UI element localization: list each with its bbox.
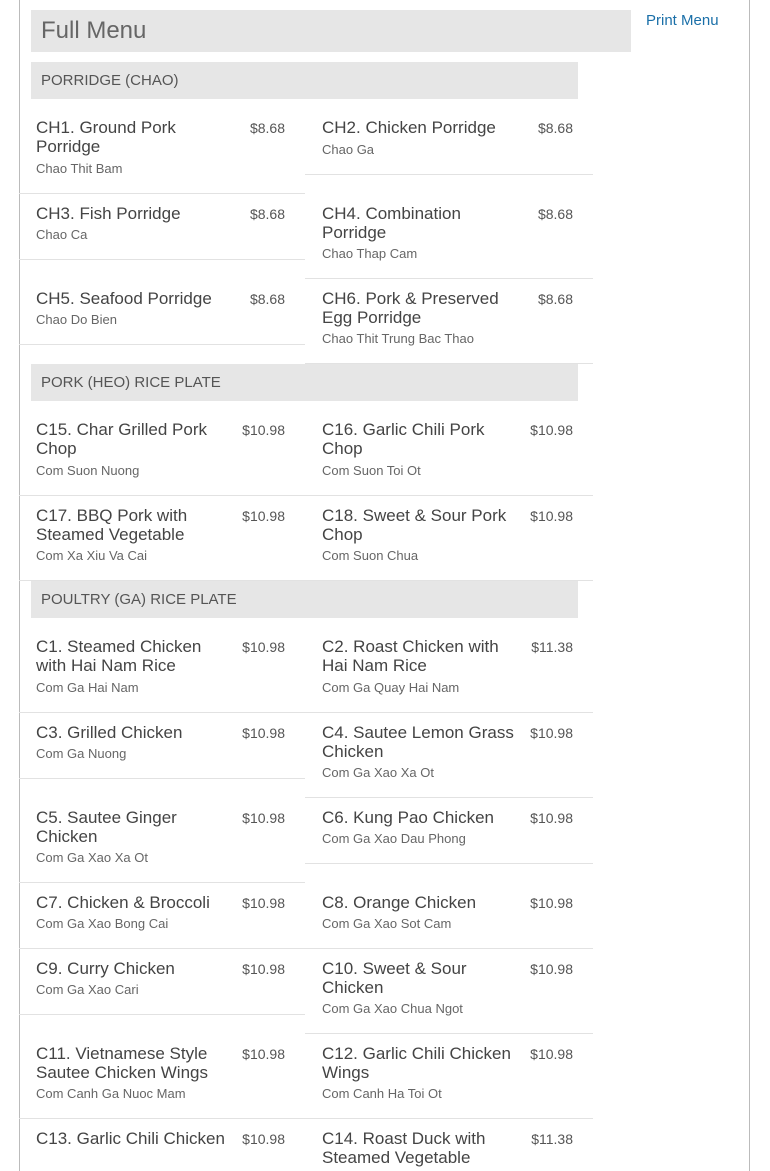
item-name: CH1. Ground Pork Porridge — [36, 118, 176, 156]
item-subtitle: Com Suon Nuong — [36, 463, 140, 478]
item-price: $10.98 — [242, 639, 285, 655]
item-name: CH6. Pork & Preserved Egg Porridge — [322, 289, 499, 327]
menu-item-c10[interactable] — [305, 949, 593, 1034]
item-price: $10.98 — [530, 725, 573, 741]
menu-item-ch4[interactable] — [305, 175, 593, 279]
item-name: C12. Garlic Chili Chicken Wings — [322, 1044, 511, 1082]
item-subtitle: Chao Thap Cam — [322, 246, 418, 261]
item-price: $10.98 — [530, 895, 573, 911]
item-name: C18. Sweet & Sour Pork Chop — [322, 506, 507, 544]
item-subtitle: Com Ga Nuong — [36, 746, 127, 761]
item-name: C6. Kung Pao Chicken — [322, 808, 494, 827]
item-price: $8.68 — [249, 291, 285, 307]
item-price: $10.98 — [242, 1131, 285, 1147]
item-subtitle: Com Ga Hai Nam — [36, 680, 139, 695]
item-subtitle: Com Xa Xiu Va Cai — [36, 548, 148, 563]
page-title: Full Menu — [31, 10, 631, 52]
menu-item-c5[interactable] — [19, 779, 305, 883]
item-name: C1. Steamed Chicken with Hai Nam Rice — [36, 637, 202, 675]
item-price: $8.68 — [249, 120, 285, 136]
menu-item-c18[interactable] — [305, 496, 593, 581]
item-price: $8.68 — [537, 120, 573, 136]
menu-item-c17[interactable] — [19, 496, 305, 581]
item-name: C4. Sautee Lemon Grass Chicken — [322, 723, 514, 761]
item-price: $10.98 — [242, 725, 285, 741]
item-subtitle: Com Ga Xao Xa Ot — [36, 850, 148, 865]
item-subtitle: Com Ga Xao Cari — [36, 982, 139, 997]
item-name: C14. Roast Duck with Steamed Vegetable — [322, 1129, 486, 1167]
item-subtitle: Chao Do Bien — [36, 312, 117, 327]
menu-item-c12[interactable] — [305, 1034, 593, 1119]
menu-item-c1[interactable] — [19, 618, 305, 713]
item-name: C3. Grilled Chicken — [36, 723, 183, 742]
menu-item-ch6[interactable] — [305, 279, 593, 364]
item-name: CH3. Fish Porridge — [36, 204, 181, 223]
item-name: C2. Roast Chicken with Hai Nam Rice — [322, 637, 499, 675]
item-price: $11.38 — [531, 1131, 573, 1147]
item-subtitle: Chao Thit Bam — [36, 161, 123, 176]
menu-item-c6[interactable] — [305, 798, 593, 864]
item-price: $10.98 — [242, 810, 285, 826]
item-subtitle: Com Ga Xao Bong Cai — [36, 916, 169, 931]
print-menu-link[interactable]: Print Menu — [646, 12, 719, 29]
menu-item-c2[interactable] — [305, 618, 593, 713]
menu-item-c3[interactable] — [19, 713, 305, 779]
item-name: C10. Sweet & Sour Chicken — [322, 959, 467, 997]
item-name: C17. BBQ Pork with Steamed Vegetable — [36, 506, 188, 544]
item-subtitle: Chao Thit Trung Bac Thao — [322, 331, 475, 346]
item-name: CH2. Chicken Porridge — [322, 118, 496, 137]
item-price: $8.68 — [537, 291, 573, 307]
item-subtitle: Com Ga Xao Dau Phong — [322, 831, 466, 846]
menu-item-ch5[interactable] — [19, 260, 305, 345]
item-price: $10.98 — [242, 895, 285, 911]
item-price: $8.68 — [537, 206, 573, 222]
item-subtitle: Com Canh Ga Nuoc Mam — [36, 1086, 186, 1101]
category-header-porridge: PORRIDGE (CHAO) — [31, 62, 578, 99]
item-subtitle: Chao Ga — [322, 142, 375, 157]
item-subtitle: Com Suon Toi Ot — [322, 463, 421, 478]
menu-item-c16[interactable] — [305, 401, 593, 496]
item-name: C15. Char Grilled Pork Chop — [36, 420, 208, 458]
menu-item-c11[interactable] — [19, 1015, 305, 1119]
item-name: C16. Garlic Chili Pork Chop — [322, 420, 485, 458]
item-name: CH4. Combination Porridge — [322, 204, 461, 242]
item-price: $8.68 — [249, 206, 285, 222]
item-name: C13. Garlic Chili Chicken — [36, 1129, 225, 1148]
menu-item-c9[interactable] — [19, 949, 305, 1015]
item-price: $10.98 — [242, 422, 285, 438]
item-subtitle: Com Canh Ha Toi Ot — [322, 1086, 442, 1101]
item-name: C11. Vietnamese Style Sautee Chicken Wings — [36, 1044, 208, 1082]
category-header-pork: PORK (HEO) RICE PLATE — [31, 364, 578, 401]
item-name: C8. Orange Chicken — [322, 893, 477, 912]
menu-item-c15[interactable] — [19, 401, 305, 496]
item-name: C7. Chicken & Broccoli — [36, 893, 210, 912]
menu-item-c14[interactable] — [305, 1119, 593, 1171]
item-price: $10.98 — [242, 1046, 285, 1062]
item-price: $10.98 — [530, 508, 573, 524]
menu-item-ch3[interactable] — [19, 194, 305, 260]
item-subtitle: Chao Ca — [36, 227, 88, 242]
item-name: C5. Sautee Ginger Chicken — [36, 808, 177, 846]
item-subtitle: Com Suon Chua — [322, 548, 419, 563]
category-header-poultry: POULTRY (GA) RICE PLATE — [31, 581, 578, 618]
item-subtitle: Com Ga Xao Chua Ngot — [322, 1001, 463, 1016]
item-subtitle: Com Ga Xao Xa Ot — [322, 765, 434, 780]
menu-item-c4[interactable] — [305, 713, 593, 798]
item-price: $10.98 — [242, 508, 285, 524]
item-name: CH5. Seafood Porridge — [36, 289, 212, 308]
item-price: $10.98 — [530, 422, 573, 438]
menu-item-ch1[interactable] — [19, 99, 305, 194]
item-subtitle: Com Ga Xao Sot Cam — [322, 916, 452, 931]
item-name: C9. Curry Chicken — [36, 959, 175, 978]
item-price: $11.38 — [531, 639, 573, 655]
menu-item-c8[interactable] — [305, 864, 593, 949]
item-price: $10.98 — [242, 961, 285, 977]
menu-item-ch2[interactable] — [305, 99, 593, 175]
menu-item-c7[interactable] — [19, 883, 305, 949]
item-price: $10.98 — [530, 1046, 573, 1062]
item-subtitle: Com Ga Quay Hai Nam — [322, 680, 460, 695]
item-price: $10.98 — [530, 961, 573, 977]
item-price: $10.98 — [530, 810, 573, 826]
menu-item-c13[interactable] — [19, 1119, 305, 1171]
